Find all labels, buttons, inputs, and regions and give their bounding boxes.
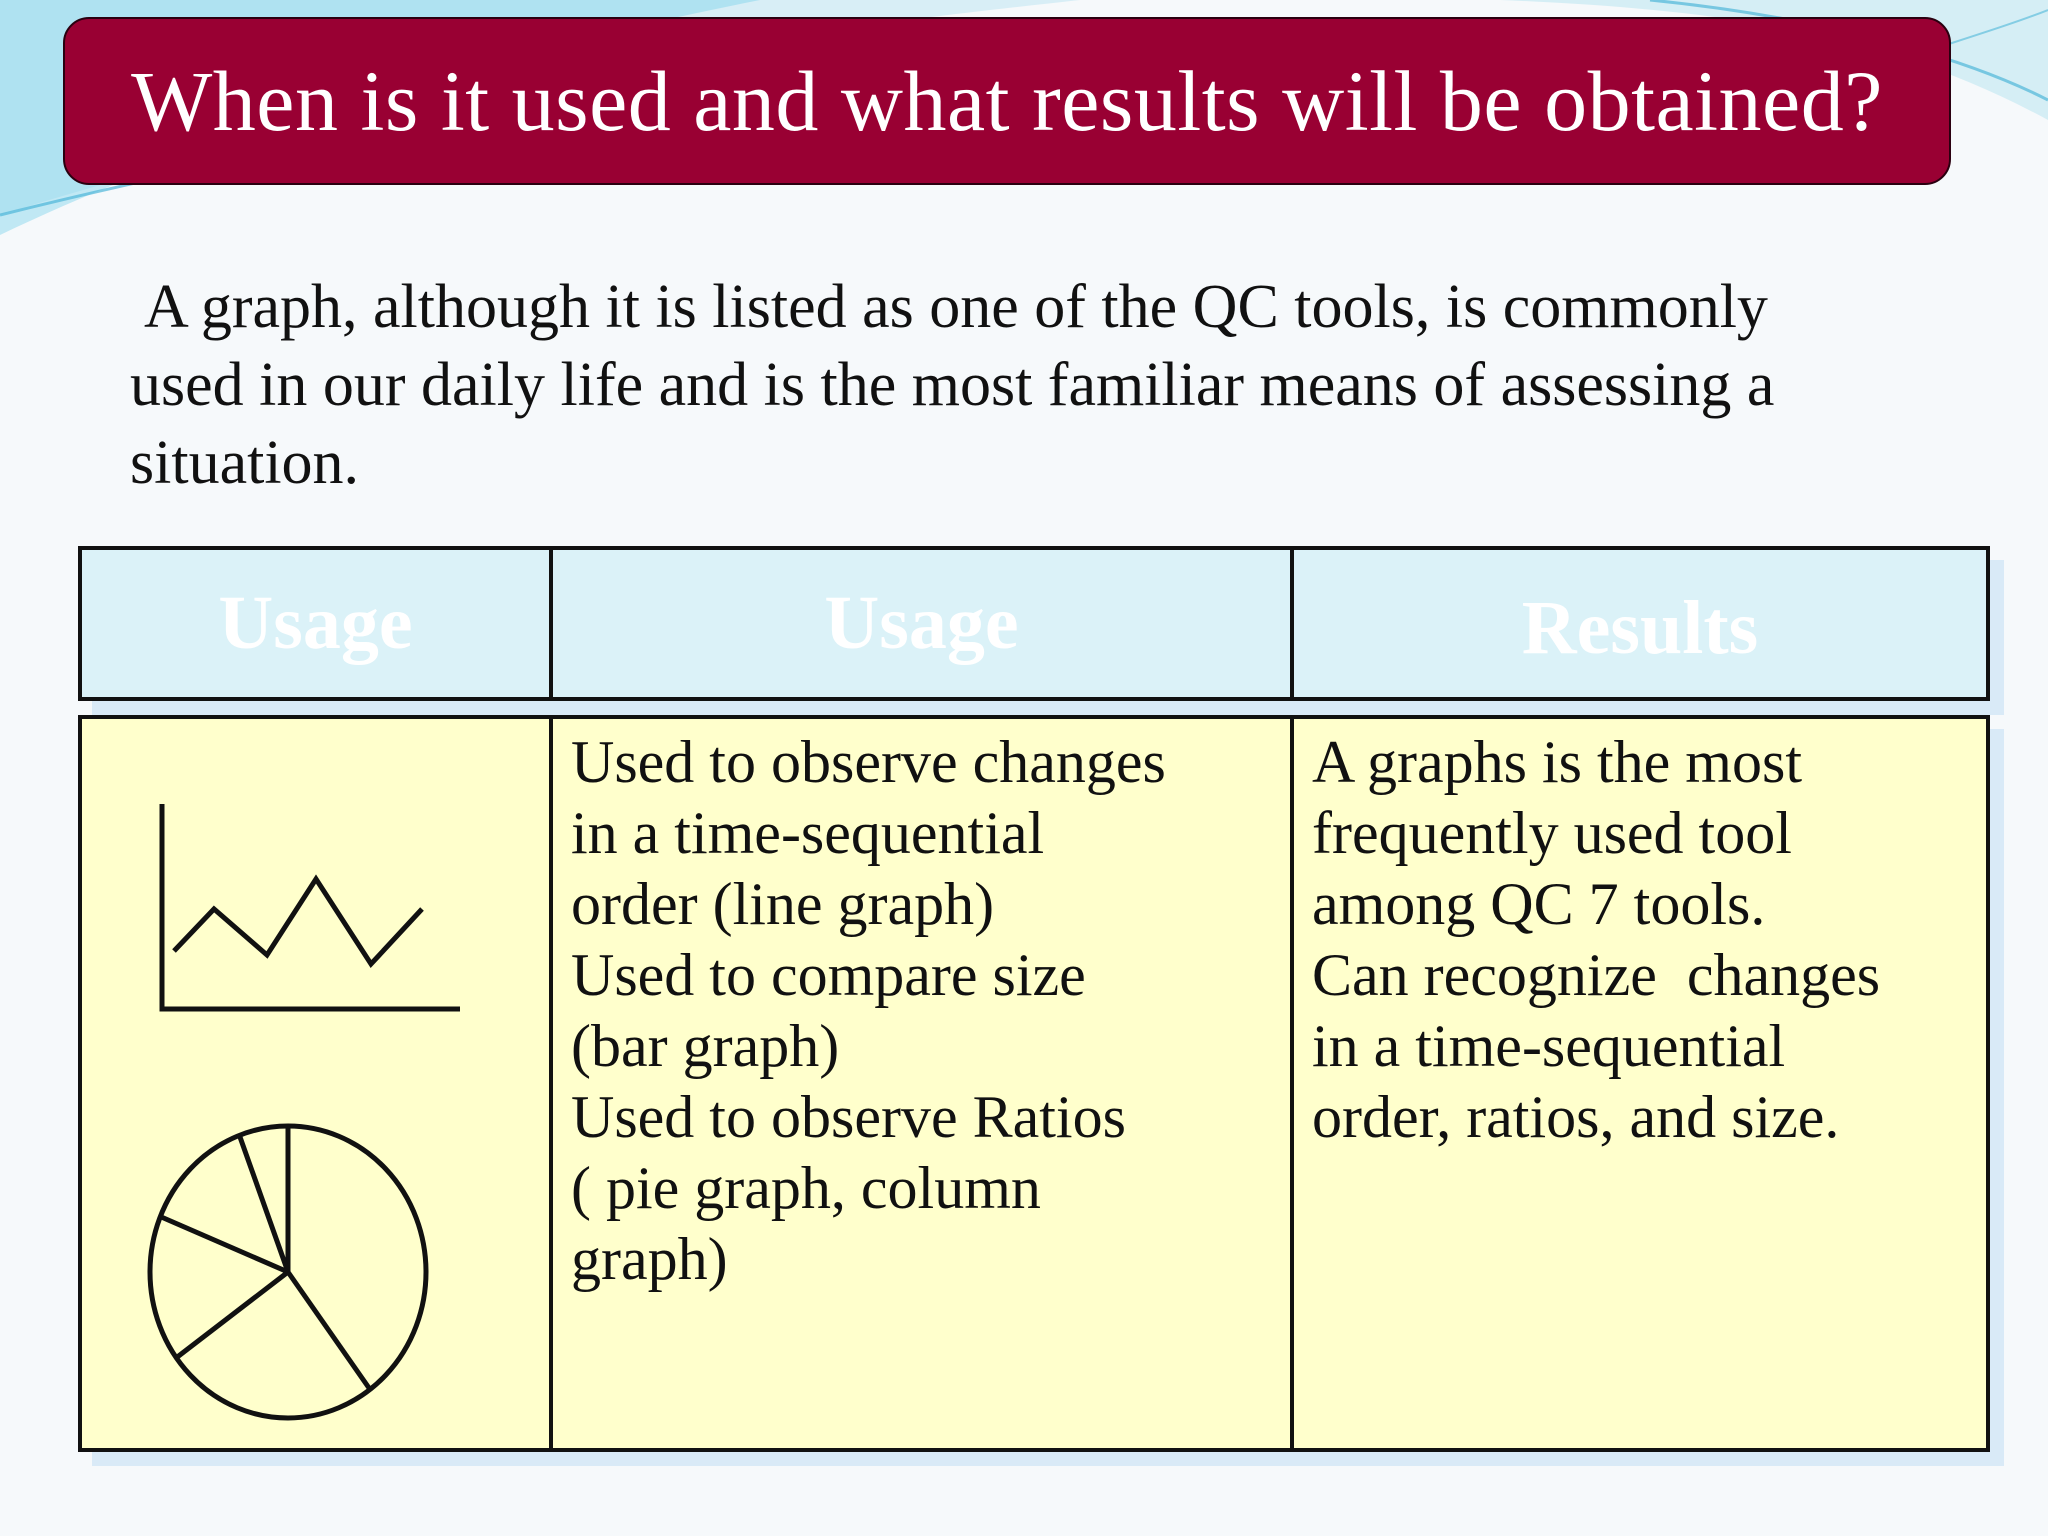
results-line: among QC 7 tools. (1312, 871, 1766, 937)
results-cell (1294, 719, 1986, 1448)
usage-line: in a time-sequential (571, 800, 1045, 866)
pie-chart-icon (150, 1126, 426, 1418)
graph-icons (82, 719, 545, 1448)
intro-line: used in our daily life and is the most familiar means of assessing a (130, 351, 1775, 419)
usage-line: Used to observe Ratios (571, 1084, 1126, 1150)
results-line: Can recognize changes (1312, 942, 1881, 1008)
usage-line: ( pie graph, column (571, 1155, 1041, 1221)
results-line: in a time-sequential (1312, 1013, 1786, 1079)
intro-paragraph (130, 268, 1970, 502)
header-cell-usage-description: Usage (553, 550, 1294, 697)
results-line: frequently used tool (1312, 800, 1792, 866)
header-cell-usage: Usage (82, 550, 553, 697)
usage-line: (bar graph) (571, 1013, 840, 1079)
usage-cell (553, 719, 1294, 1448)
results-line: A graphs is the most (1312, 729, 1802, 795)
slide-title-bar (63, 17, 1951, 185)
table-header-row (78, 546, 1990, 701)
line-graph-icon (162, 804, 460, 1009)
header-cell-results: Results (1521, 586, 1759, 670)
usage-line: Used to observe changes (571, 729, 1166, 795)
intro-line: situation. (130, 429, 360, 497)
usage-line: Used to compare size (571, 942, 1086, 1008)
usage-line: graph) (571, 1226, 728, 1292)
results-line: order, ratios, and size. (1312, 1084, 1840, 1150)
table-body-row (78, 715, 1990, 1452)
slide-title: When is it used and what results will be obtained? (131, 53, 1883, 149)
usage-line: order (line graph) (571, 871, 995, 937)
intro-line: A graph, although it is listed as one of the QC tools, is commonly (144, 273, 1768, 341)
icon-cell (82, 719, 553, 1448)
